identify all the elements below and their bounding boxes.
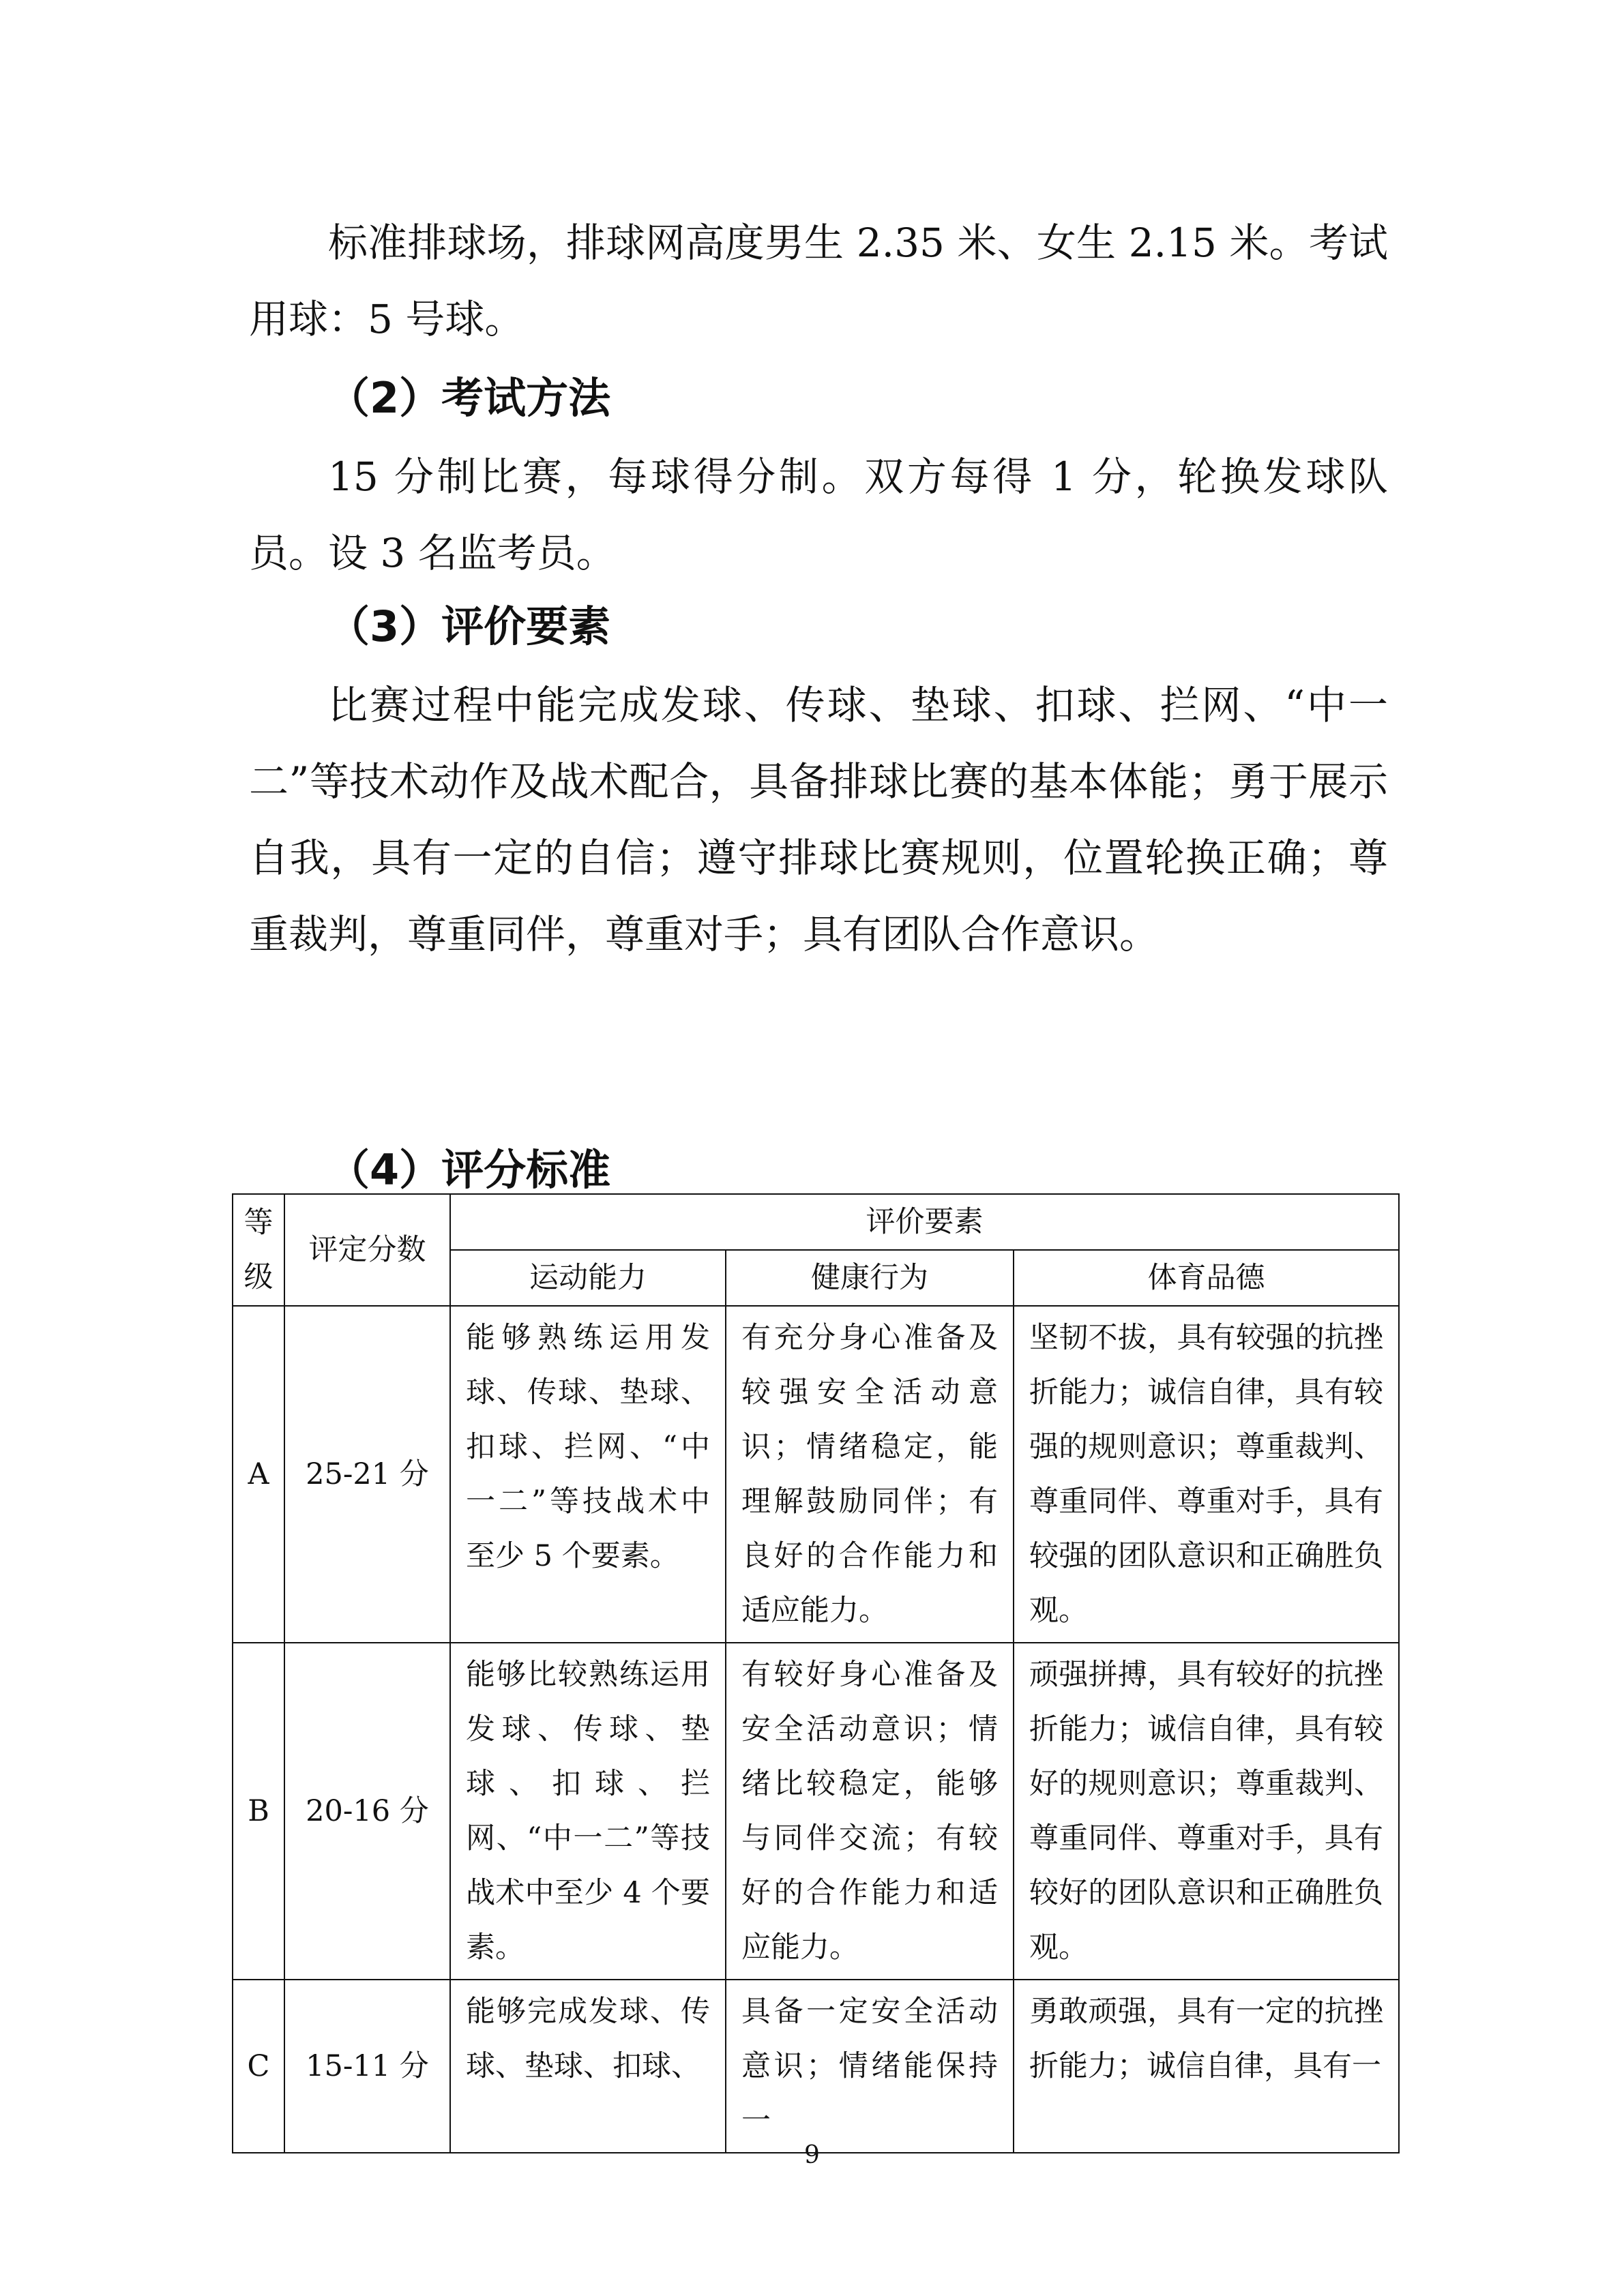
motor-cell: 能够完成发球、传球、垫球、扣球、 bbox=[450, 1980, 726, 2153]
header-elements: 评价要素 bbox=[450, 1194, 1399, 1250]
grade-cell: B bbox=[233, 1643, 284, 1980]
health-cell: 有较好身心准备及安全活动意识；情绪比较稳定，能够与同伴交流；有较好的合作能力和适应能力。 bbox=[726, 1643, 1014, 1980]
paragraph-exam-method: 15 分制比赛，每球得分制。双方每得 1 分，轮换发球队员。设 3 名监考员。 bbox=[249, 453, 1388, 576]
table-row bbox=[233, 1643, 1399, 1980]
heading-evaluation-elements: （3）评价要素 bbox=[327, 601, 611, 651]
motor-cell: 能够比较熟练运用发球、传球、垫球、扣球、拦网、“中一二”等技战术中至少 4 个要素。 bbox=[450, 1643, 726, 1980]
health-cell: 具备一定安全活动意识；情绪能保持一 bbox=[726, 1980, 1014, 2153]
paragraph-evaluation-elements: 比赛过程中能完成发球、传球、垫球、扣球、拦网、“中一二”等技术动作及战术配合，具备排球比赛的基本体能；勇于展示自我，具有一定的自信；遵守排球比赛规则，位置轮换正确；尊重裁判，尊重同伴，尊重对手；具有团队合作意识。 bbox=[249, 682, 1388, 957]
heading-exam-method: （2）考试方法 bbox=[327, 373, 611, 423]
score-cell: 25-21 分 bbox=[284, 1306, 450, 1643]
health-cell: 有充分身心准备及较强安全活动意识；情绪稳定，能理解鼓励同伴；有良好的合作能力和适应能力。 bbox=[726, 1306, 1014, 1643]
header-health-behavior: 健康行为 bbox=[726, 1250, 1014, 1306]
score-cell: 15-11 分 bbox=[284, 1980, 450, 2153]
table-row bbox=[233, 1306, 1399, 1643]
table-header-row bbox=[233, 1194, 1399, 1250]
ethic-cell: 坚韧不拔，具有较强的抗挫折能力；诚信自律，具有较强的规则意识；尊重裁判、尊重同伴、尊重对手，具有较强的团队意识和正确胜负观。 bbox=[1014, 1306, 1399, 1643]
header-sports-ethics: 体育品德 bbox=[1014, 1250, 1399, 1306]
header-motor-ability: 运动能力 bbox=[450, 1250, 726, 1306]
paragraph-venue: 标准排球场，排球网高度男生 2.35 米、女生 2.15 米。考试用球：5 号球。 bbox=[249, 220, 1388, 342]
table-row bbox=[233, 1980, 1399, 2153]
scoring-table bbox=[232, 1193, 1400, 2153]
page-number: 9 bbox=[804, 2141, 820, 2169]
heading-scoring-standard: （4）评分标准 bbox=[327, 1145, 611, 1195]
header-grade: 等级 bbox=[233, 1194, 284, 1306]
grade-cell: C bbox=[233, 1980, 284, 2153]
motor-cell: 能够熟练运用发球、传球、垫球、扣球、拦网、“中一二”等技战术中至少 5 个要素。 bbox=[450, 1306, 726, 1643]
score-cell: 20-16 分 bbox=[284, 1643, 450, 1980]
ethic-cell: 勇敢顽强，具有一定的抗挫折能力；诚信自律，具有一 bbox=[1014, 1980, 1399, 2153]
grade-cell: A bbox=[233, 1306, 284, 1643]
header-score: 评定分数 bbox=[284, 1194, 450, 1306]
ethic-cell: 顽强拼搏，具有较好的抗挫折能力；诚信自律，具有较好的规则意识；尊重裁判、尊重同伴、尊重对手，具有较好的团队意识和正确胜负观。 bbox=[1014, 1643, 1399, 1980]
